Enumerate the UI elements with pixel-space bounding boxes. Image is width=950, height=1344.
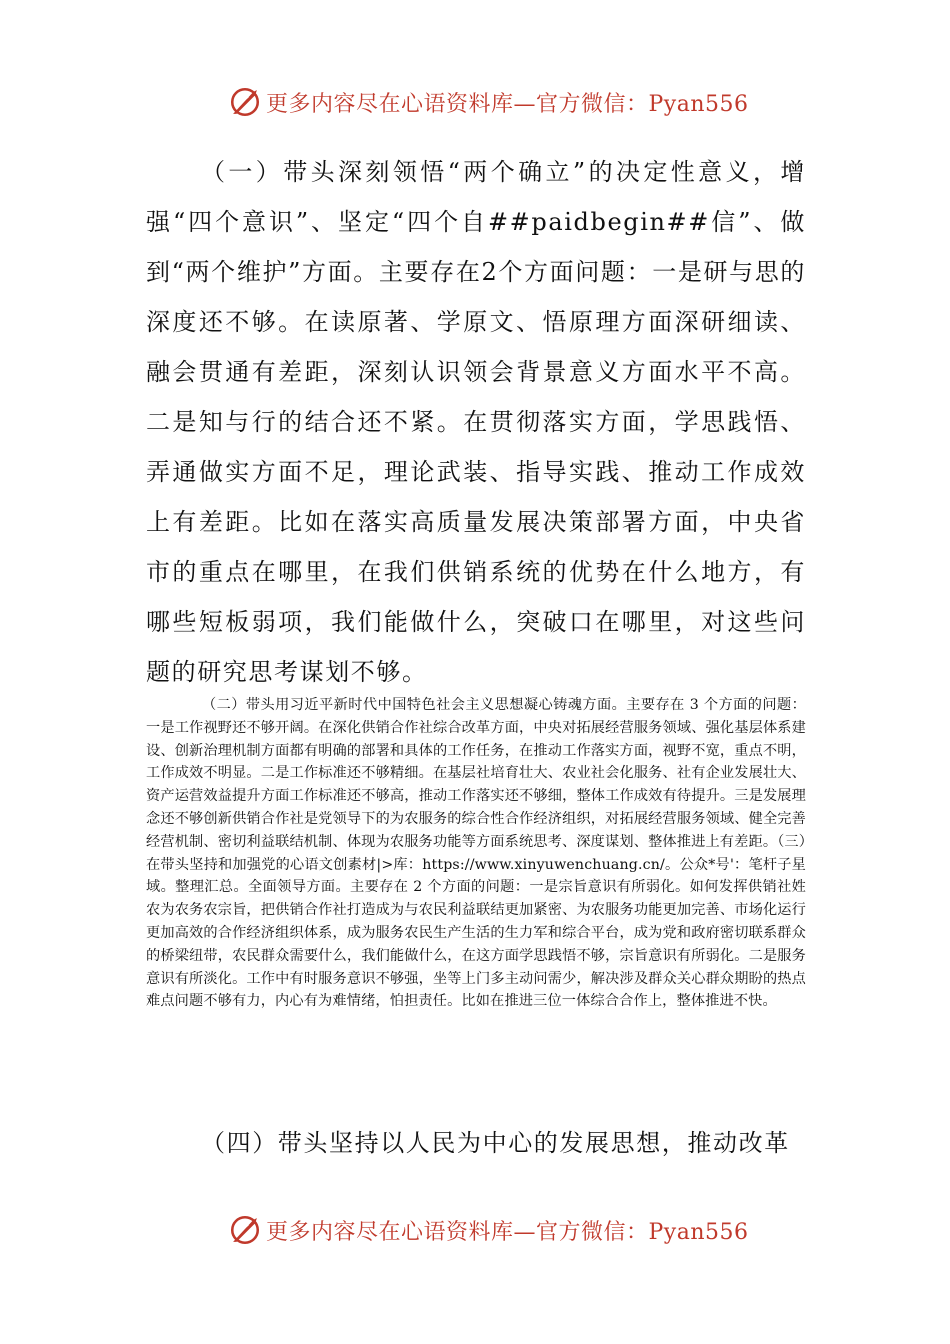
header-banner xyxy=(228,80,749,124)
banner-text: 更多内容尽在心语资料库—官方微信：Pyan556 xyxy=(266,1219,749,1245)
paragraph-one: （一）带头深刻领悟“两个确立”的决定性意义，增强“四个意识”、坚定“四个自##paidbegin##信”、做到“两个维护”方面。主要存在2个方面问题：一是研与思的深度还不够。在读原著、学原文、悟原理方面深研细读、融会贯通有差距，深刻认识领会背景意义方面水平不高。二是知与行的结合还不紧。在贯彻落实方面，学思践悟、弄通做实方面不足，理论武装、指导实践、推动工作成效上有差距。比如在落实高质量发展决策部署方面，中央省市的重点在哪里，在我们供销系统的优势在什么地方，有哪些短板弱项，我们能做什么，突破口在哪里，对这些问题的研究思考谋划不够。 xyxy=(146,158,806,686)
quill-pen-logo-icon xyxy=(228,85,262,119)
paragraph-two-three: （二）带头用习近平新时代中国特色社会主义思想凝心铸魂方面。主要存在 3 个方面的问题：一是工作视野还不够开阔。在深化供销合作社综合改革方面，中央对拓展经营服务领域、强化基层体系建设、创新治理机制方面都有明确的部署和具体的工作任务，在推动工作落实方面，视野不宽，重点不明，工作成效不明显。二是工作标准还不够精细。在基层社培育壮大、农业社会化服务、社有企业发展壮大、资产运营效益提升方面工作标准还不够高，推动工作落实还不够细，整体工作成效有待提升。三是发展理念还不够创新供销合作社是党领导下的为农服务的综合性合作经济组织，对拓展经营服务领域、健全完善经营机制、密切利益联结机制、体现为农服务功能等方面系统思考、深度谋划、整体推进上有差距。（三）在带头坚持和加强党的心语文创素材|>库：https://www.xinyuwenchuang.cn/。公众*号'：笔杆子星域。整理汇总。全面领导方面。主要存在 2 个方面的问题：一是宗旨意识有所弱化。如何发挥供销社姓农为农务农宗旨，把供销合作社打造成为与农民利益联结更加紧密、为农服务功能更加完善、市场化运行更加高效的合作经济组织体系，成为服务农民生产生活的生力军和综合平台，成为党和政府密切联系群众的桥梁纽带，农民群众需要什么，我们能做什么，在这方面学思践悟不够，宗旨意识有所弱化。二是服务意识有所淡化。工作中有时服务意识不够强，坐等上门多主动问需少，解决涉及群众关心群众期盼的热点难点问题不够有力，内心有为难情绪，怕担责任。比如在推进三位一体综合合作上，整体推进不快。 xyxy=(146,697,806,1010)
quill-pen-logo-icon xyxy=(228,1213,262,1247)
banner-text: 更多内容尽在心语资料库—官方微信：Pyan556 xyxy=(266,91,749,117)
paragraph-four: （四）带头坚持以人民为中心的发展思想，推动改革 xyxy=(201,1129,790,1157)
footer-banner xyxy=(228,1208,749,1252)
